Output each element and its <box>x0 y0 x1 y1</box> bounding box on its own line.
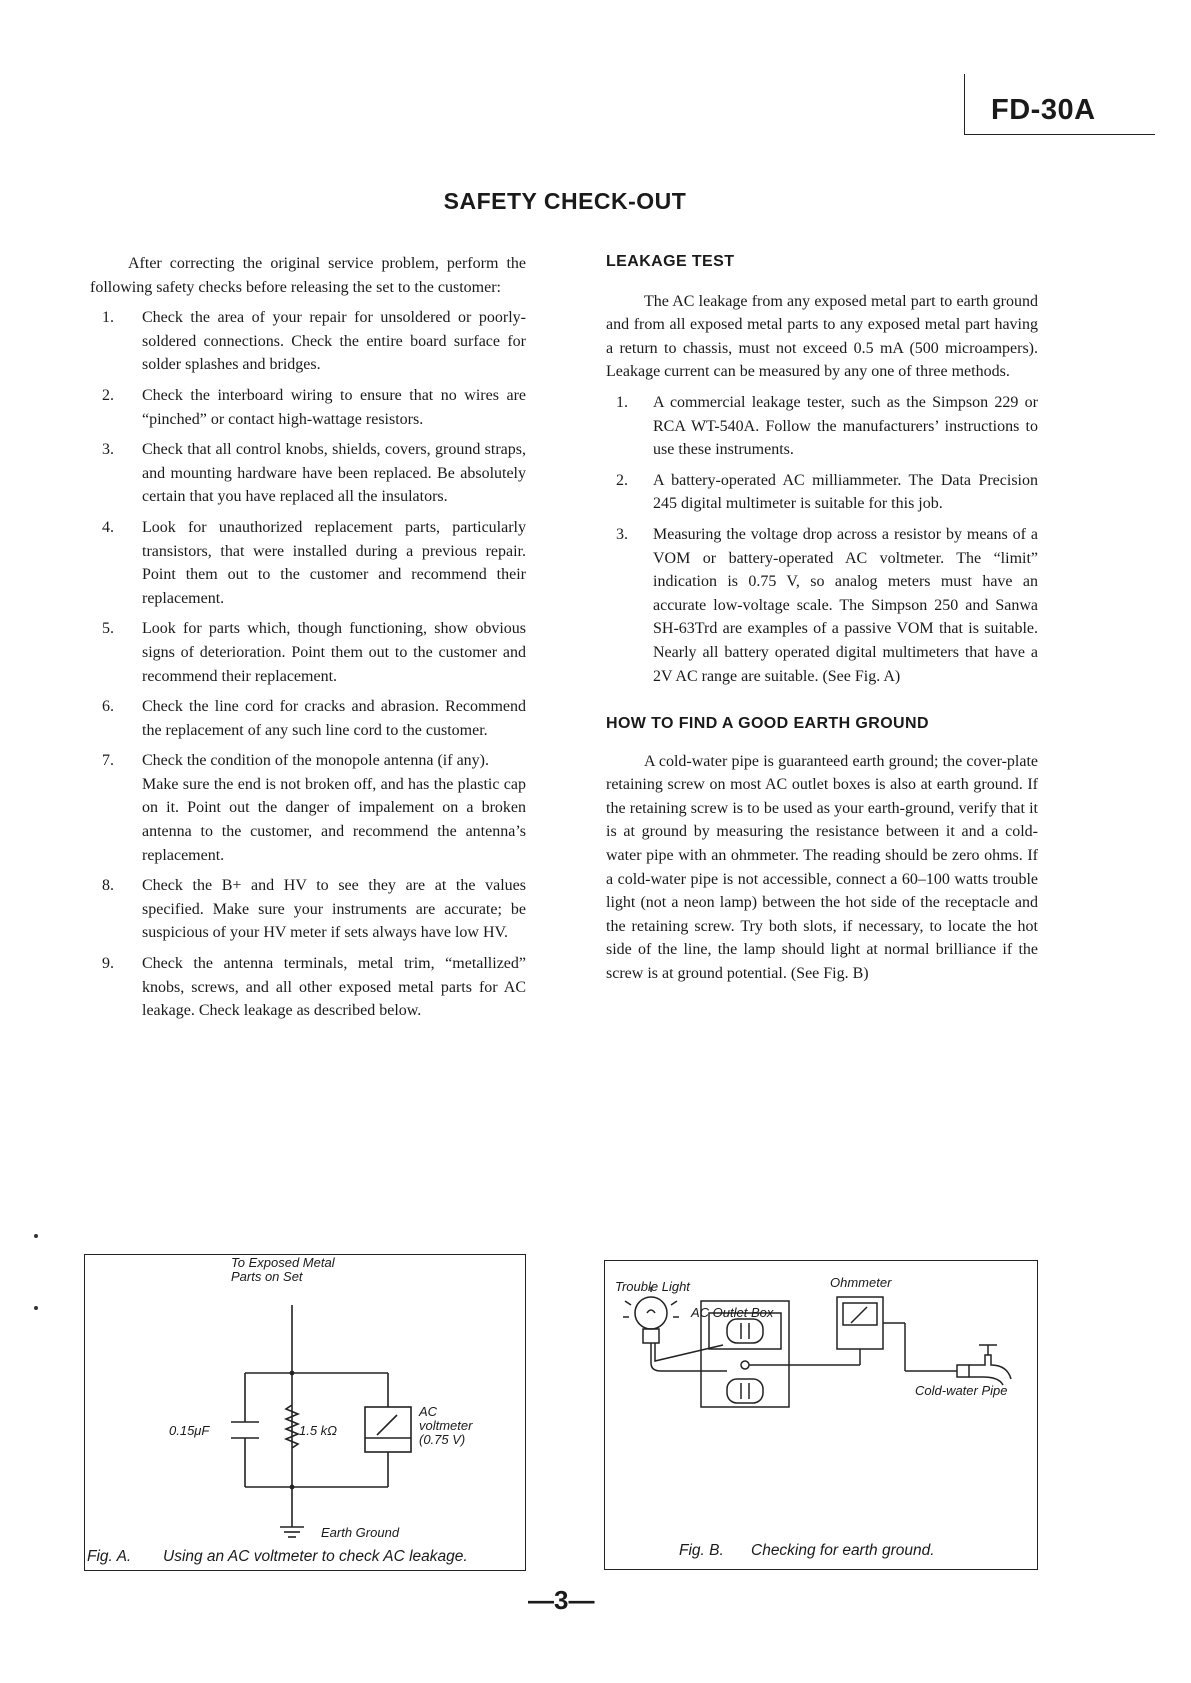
intro-paragraph: After correcting the original service problem, perform the following safety checks before releasing the set to the customer: <box>90 255 526 296</box>
figure-b <box>604 1260 1038 1570</box>
figure-a-circuit <box>85 1255 525 1570</box>
voltmeter-label: voltmeter <box>419 1418 473 1433</box>
list-item: 6. Check the line cord for cracks and abrasion. Recommend the replacement of any such line cord to the customer. <box>102 698 526 739</box>
junction-dot <box>290 1371 295 1376</box>
left-column <box>90 252 526 1023</box>
safety-checklist <box>90 306 526 1023</box>
leakage-intro: The AC leakage from any exposed metal part to earth ground and from all exposed metal parts to any exposed metal part having a return to chassis, must not exceed 0.5 mA (500 microampers). Leakage current can be measured by any one of three methods. <box>606 292 1038 381</box>
resistor-label: 1.5 kΩ <box>299 1423 338 1438</box>
right-column <box>606 250 1038 986</box>
figure-a-number: Fig. A. <box>87 1548 132 1565</box>
model-number: FD-30A <box>991 94 1096 126</box>
figure-a-caption: Using an AC voltmeter to check AC leakage. <box>163 1548 468 1565</box>
page-number: —3— <box>528 1585 595 1615</box>
capacitor-label: 0.15μF <box>169 1423 210 1438</box>
list-item: 8. Check the B+ and HV to see they are at the values specified. Make sure your instruments are accurate; be suspicious of your HV meter if sets always have low HV. <box>102 877 526 942</box>
figure-b-number: Fig. B. <box>679 1542 724 1559</box>
scan-speck <box>34 1306 38 1310</box>
outlet-box-label: AC Outlet Box <box>691 1305 774 1320</box>
list-item: 7. Check the condition of the monopole antenna (if any). Make sure the end is not broken off, and has the plastic cap on it. Point out the danger of impalement on a broken antenna to the customer, and recommend the antenna’s replacement. <box>102 752 526 864</box>
leakage-methods <box>606 391 1038 688</box>
list-item: 4. Look for unauthorized replacement parts, particularly transistors, that were installed during a previous repair. Point them out to the customer and recommend their replacement. <box>102 518 526 607</box>
list-item: 5. Look for parts which, though functioning, show obvious signs of deterioration. Point them out to the customer and recommend their replacement. <box>102 620 526 685</box>
figure-a <box>84 1254 526 1571</box>
list-item: 1. A commercial leakage tester, such as the Simpson 229 or RCA WT-540A. Follow the manufacturers’ instructions to use these instruments. <box>616 393 1038 459</box>
list-item: 3. Check that all control knobs, shields, covers, ground straps, and mounting hardware have been replaced. Be absolutely certain that you have replaced all the insulators. <box>102 441 526 506</box>
ohmmeter-label: Ohmmeter <box>830 1275 892 1290</box>
cold-water-pipe-label: Cold-water Pipe <box>915 1383 1008 1398</box>
figure-b-caption: Checking for earth ground. <box>751 1542 935 1559</box>
list-item: 2. Check the interboard wiring to ensure that no wires are “pinched” or contact high-wattage resistors. <box>102 386 526 428</box>
earth-ground-label: Earth Ground <box>321 1525 400 1540</box>
scan-speck <box>34 1234 38 1238</box>
earth-ground-heading: HOW TO FIND A GOOD EARTH GROUND <box>606 715 929 733</box>
voltmeter-label: AC <box>419 1404 438 1419</box>
list-item: 9. Check the antenna terminals, metal trim, “metallized” knobs, screws, and all other exposed metal parts for AC leakage. Check leakage as described below. <box>102 955 526 1020</box>
earth-ground-paragraph: A cold-water pipe is guaranteed earth ground; the cover-plate retaining screw on most AC outlet boxes is also at earth ground. If the retaining screw is to be used as your earth-ground, verify that it is at ground by measuring the resistance between it and a cold-water pipe with an ohmmeter. The reading should be zero ohms. If a cold-water pipe is not accessible, connect a 60–100 watts trouble light (not a neon lamp) between the hot side of the receptacle and the retaining screw. Try both slots, if necessary, to locate the hot side of the line, the lamp should light at normal brilliance if the screw is at ground potential. (See Fig. B) <box>606 752 1038 983</box>
exposed-metal-label: To Exposed Metal <box>231 1255 335 1270</box>
list-item: 2. A battery-operated AC milliammeter. The Data Precision 245 digital multimeter is suitable for this job. <box>616 471 1038 513</box>
list-item: 3. Measuring the voltage drop across a resistor by means of a VOM or battery-operated AC voltmeter. The “limit” indication is 0.75 V, so analog meters must have an accurate low-voltage scale. The Simpson 250 and Sanwa SH-63Trd are examples of a passive VOM that is suitable. Nearly all battery operated digital multimeters that have a 2V AC range are suitable. (See Fig. A) <box>616 525 1038 685</box>
junction-dot <box>290 1485 295 1490</box>
trouble-light-label: Trouble Light <box>615 1279 690 1294</box>
list-item: 1. Check the area of your repair for unsoldered or poorly-soldered connections. Check the entire board surface for solder splashes and bridges. <box>102 309 526 374</box>
leakage-test-heading: LEAKAGE TEST <box>606 253 735 270</box>
exposed-metal-label: Parts on Set <box>231 1269 303 1284</box>
page-title: SAFETY CHECK-OUT <box>443 188 687 214</box>
voltmeter-label: (0.75 V) <box>419 1432 466 1447</box>
figure-b-diagram <box>605 1261 1037 1569</box>
